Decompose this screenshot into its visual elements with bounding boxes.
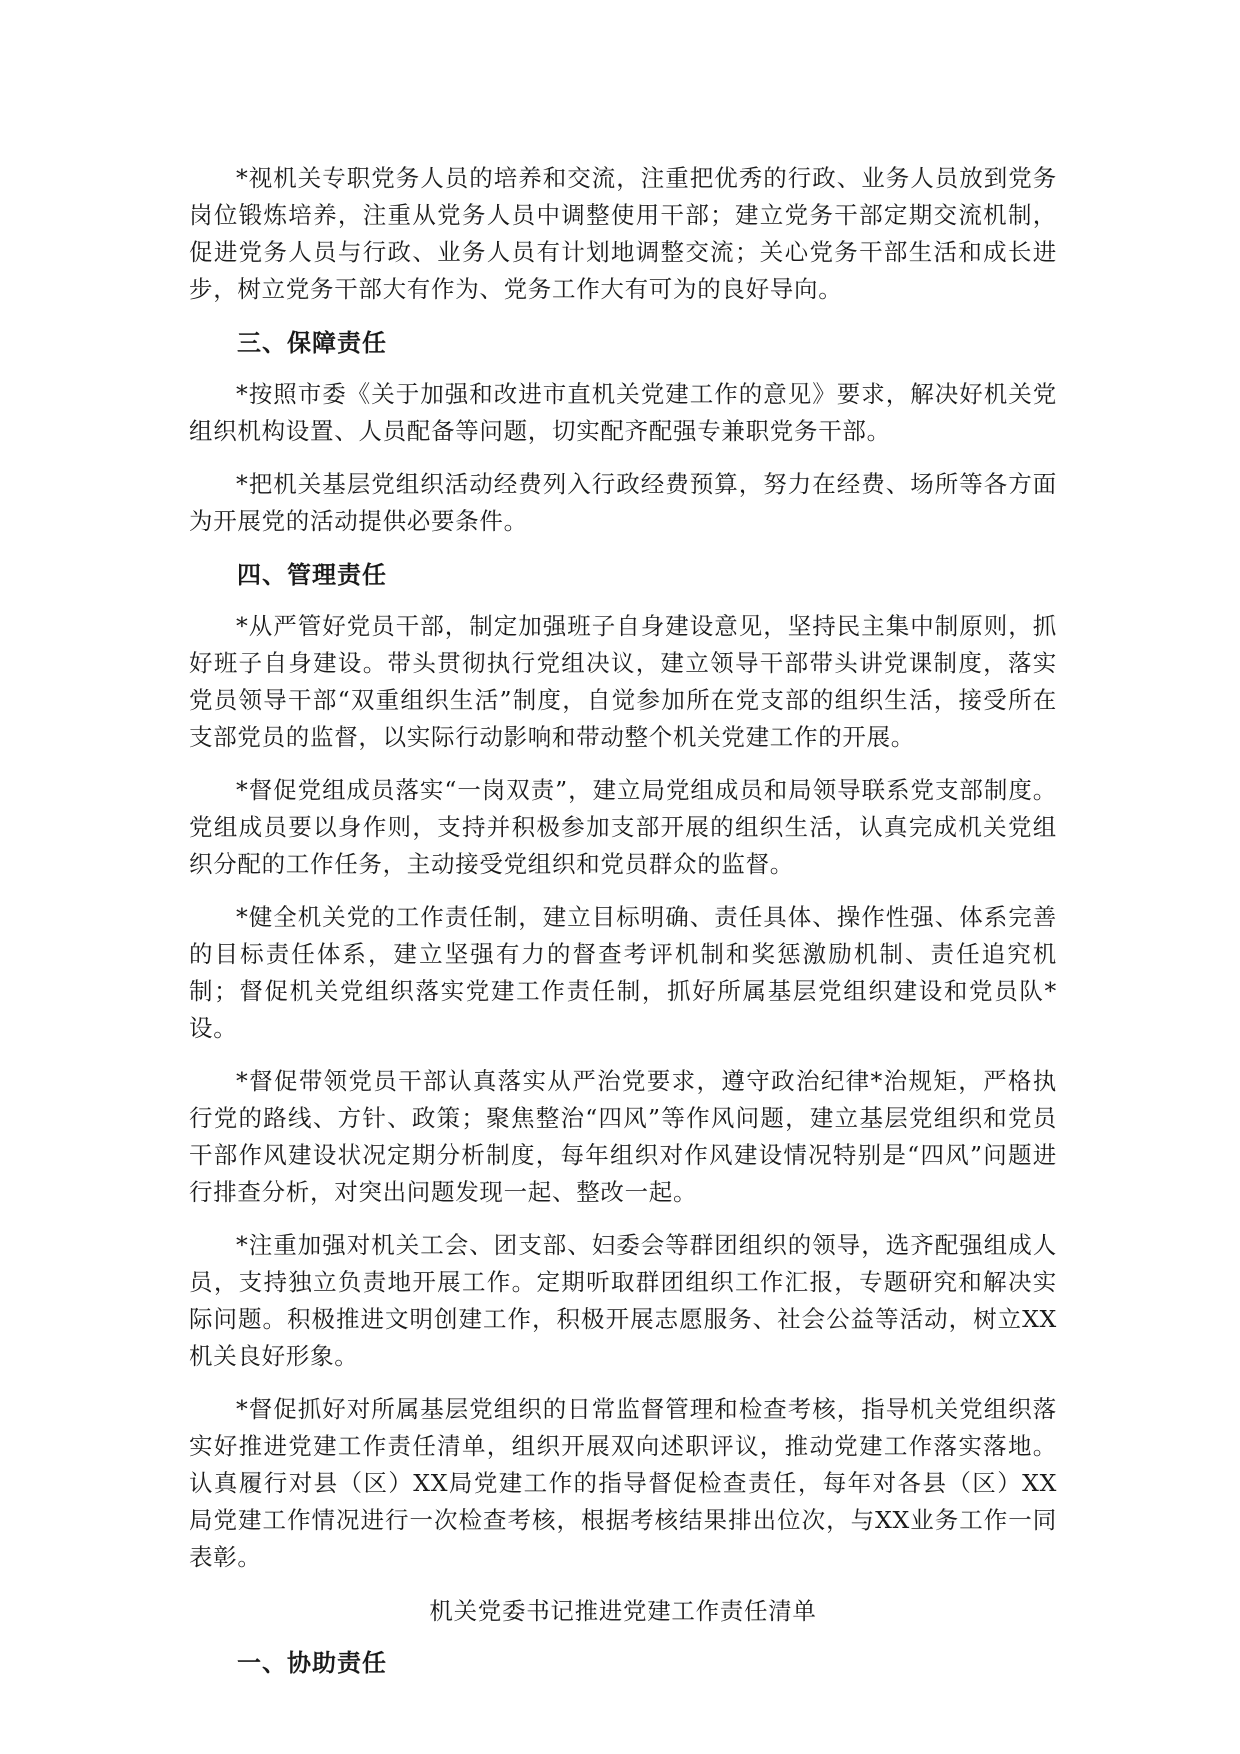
paragraph-mass-organizations: *注重加强对机关工会、团支部、妇委会等群团组织的领导，选齐配强组成人员，支持独立负责地开展工作。定期听取群团组织工作汇报，专题研究和解决实际问题。积极推进文明创建工作，积极开展志愿服务、社会公益等活动，树立XX机关良好形象。 — [189, 1231, 1057, 1370]
document-body — [189, 160, 1057, 1696]
section-title-party-secretary-list: 机关党委书记推进党建工作责任清单 — [429, 1597, 817, 1625]
paragraph-cadre-exchange: *视机关专职党务人员的培养和交流，注重把优秀的行政、业务人员放到党务岗位锻炼培养，注重从党务人员中调整使用干部；建立党务干部定期交流机制，促进党务人员与行政、业务人员有计划地调整交流；关心党务干部生活和成长进步，树立党务干部大有作为、党务工作大有可为的良好导向。 — [189, 164, 1057, 303]
heading-guarantee-responsibility: 三、保障责任 — [237, 328, 387, 357]
heading-management-responsibility: 四、管理责任 — [237, 560, 387, 589]
paragraph-one-post-two-duties: *督促党组成员落实“一岗双责”，建立局党组成员和局领导联系党支部制度。党组成员要以身作则，支持并积极参加支部开展的组织生活，认真完成机关党组织分配的工作任务，主动接受党组织和党员群众的监督。 — [189, 776, 1057, 878]
paragraph-strict-management: *从严管好党员干部，制定加强班子自身建设意见，坚持民主集中制原则，抓好班子自身建设。带头贯彻执行党组决议，建立领导干部带头讲党课制度，落实党员领导干部“双重组织生活”制度，自觉参加所在党支部的组织生活，接受所在支部党员的监督，以实际行动影响和带动整个机关党建工作的开展。 — [189, 612, 1057, 751]
paragraph-discipline-conduct: *督促带领党员干部认真落实从严治党要求，遵守政治纪律*治规矩，严格执行党的路线、方针、政策；聚焦整治“四风”等作风问题，建立基层党组织和党员干部作风建设状况定期分析制度，每年组织对作风建设情况特别是“四风”问题进行排查分析，对突出问题发现一起、整改一起。 — [189, 1067, 1057, 1206]
heading-assist-responsibility: 一、协助责任 — [237, 1648, 387, 1677]
paragraph-supervision-assessment: *督促抓好对所属基层党组织的日常监督管理和检查考核，指导机关党组织落实好推进党建工作责任清单，组织开展双向述职评议，推动党建工作落实落地。认真履行对县（区）XX局党建工作的指导督促检查责任，每年对各县（区）XX局党建工作情况进行一次检查考核，根据考核结果排出位次，与XX业务工作一同表彰。 — [189, 1395, 1057, 1571]
paragraph-responsibility-system: *健全机关党的工作责任制，建立目标明确、责任具体、操作性强、体系完善的目标责任体系，建立坚强有力的督查考评机制和奖惩激励机制、责任追究机制；督促机关党组织落实党建工作责任制，抓好所属基层党组织建设和党员队*设。 — [189, 903, 1057, 1042]
paragraph-org-staffing: *按照市委《关于加强和改进市直机关党建工作的意见》要求，解决好机关党组织机构设置、人员配备等问题，切实配齐配强专兼职党务干部。 — [189, 380, 1057, 445]
paragraph-activity-funding: *把机关基层党组织活动经费列入行政经费预算，努力在经费、场所等各方面为开展党的活动提供必要条件。 — [189, 470, 1057, 535]
